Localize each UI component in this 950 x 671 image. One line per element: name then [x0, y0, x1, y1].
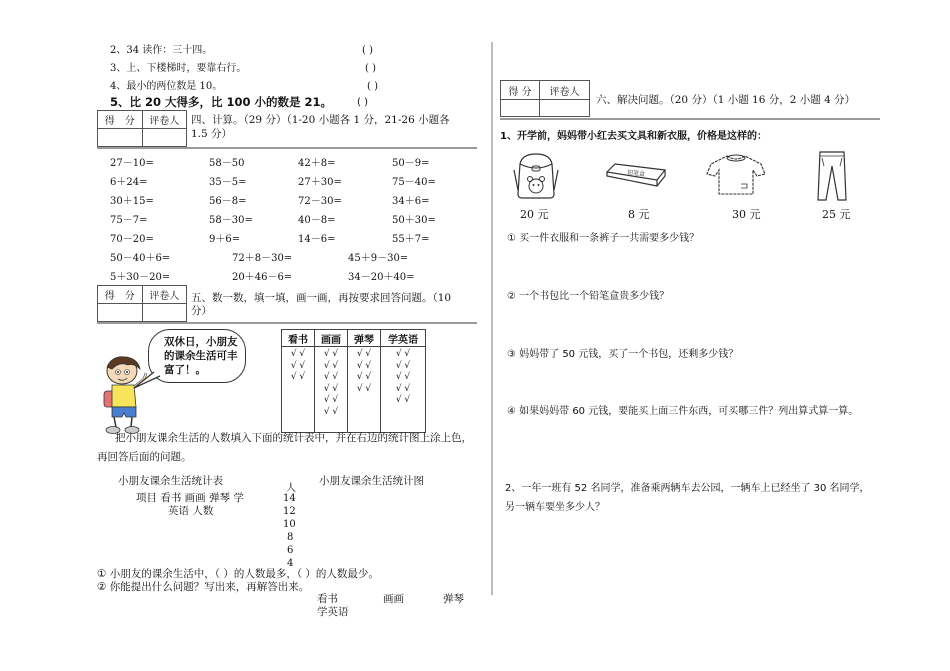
section4-title-line1: 四、计算。（29 分）（1-20 小题各 1 分，21-26 小题各 [191, 114, 450, 126]
price-backpack: 20 元 [520, 208, 549, 221]
calc-item: 70－20= [110, 234, 154, 245]
pencil-case-icon [605, 162, 667, 190]
tally-mark: √ √ [290, 349, 306, 359]
calc-item: 75－40= [392, 177, 436, 188]
chart-ytick: 10 [283, 519, 296, 530]
score-cell[interactable] [98, 304, 143, 322]
tally-col-read [282, 347, 315, 433]
calc-item: 27－10= [110, 158, 154, 169]
grader-label: 评卷人 [142, 111, 187, 129]
section5-title-line1: 五、数一数，填一填，画一画，再按要求回答问题。（10 [191, 292, 452, 304]
sub-question-3: ③ 妈妈带了 50 元钱，买了一个书包，还剩多少钱？ [507, 349, 739, 360]
score-label: 得 分 [98, 111, 143, 129]
bubble-line-1: 双休日，小朋友 [164, 336, 238, 348]
stat-table-header-line1: 项目 看书 画画 弹琴 学 [136, 492, 244, 504]
calc-item: 34－20＋40= [348, 272, 415, 283]
calc-item: 55＋7= [392, 234, 430, 245]
grader-cell[interactable] [142, 304, 187, 322]
calc-item: 72－30= [298, 196, 342, 207]
score-box-section6 [500, 80, 590, 117]
calc-item: 27＋30= [298, 177, 342, 188]
sub-question-4: ④ 如果妈妈带 60 元钱，要能买上面三件东西，可买哪三件？列出算式算一算。 [507, 406, 859, 417]
tally-mark: √ √ [323, 395, 339, 405]
judge-item-2: 2、34 读作：三十四。 [110, 45, 213, 56]
calc-item: 34＋6= [392, 196, 430, 207]
cartoon-boy-icon [98, 355, 153, 437]
tally-header-english: 学英语 [381, 330, 426, 347]
judge-item-3: 3、上、下楼梯时，要靠右行。 [110, 63, 247, 74]
tally-mark: √ √ [290, 360, 306, 371]
calc-item: 6＋24= [110, 177, 148, 188]
score-box-section4 [97, 110, 187, 147]
judge-blank-5[interactable]: ( ) [357, 97, 368, 108]
tally-mark: √ √ [323, 372, 339, 382]
tally-col-piano [348, 347, 381, 433]
section5-title-line2: 分） [191, 305, 212, 317]
judge-item-4: 4、最小的两位数是 10。 [110, 81, 223, 92]
sub-question-1: ① 买一件衣服和一条裤子一共需要多少钱？ [507, 233, 700, 244]
tally-header-draw: 画画 [315, 330, 348, 347]
tally-mark: √ √ [323, 360, 339, 371]
tally-mark: √ √ [356, 372, 372, 382]
stat-table-title: 小朋友课余生活统计表 [118, 475, 223, 487]
calc-item: 56－8= [209, 196, 247, 207]
column-divider [491, 42, 493, 595]
tally-mark: √ √ [395, 395, 411, 405]
tally-header-read: 看书 [282, 330, 315, 347]
bubble-line-3: 富了！。 [164, 364, 206, 376]
bubble-line-2: 的课余生活可丰 [164, 350, 238, 362]
chart-ytick: 12 [283, 506, 296, 517]
chart-ytick: 4 [287, 558, 294, 569]
problem2-line1: 2、一年一班有 52 名同学，准备乘两辆车去公园，一辆车上已经坐了 30 名同学， [505, 483, 870, 494]
tally-mark: √ √ [395, 383, 411, 394]
score-label: 得 分 [501, 81, 540, 100]
tally-mark: √ √ [290, 372, 306, 382]
judge-item-5: 5、比 20 大得多，比 100 小的数是 21。 [110, 95, 333, 109]
calc-item: 50－40＋6= [110, 253, 171, 264]
section4-rule [97, 147, 477, 149]
section6-title: 六、解决问题。（20 分）（1 小题 16 分，2 小题 4 分） [596, 94, 856, 106]
grader-label: 评卷人 [142, 286, 187, 304]
score-label: 得 分 [98, 286, 143, 304]
calc-item: 50－9= [392, 158, 430, 169]
grader-cell[interactable] [142, 129, 187, 147]
section5-question1: ① 小朋友的课余生活中，（ ）的人数最多，（ ）的人数最少。 [97, 568, 379, 580]
section5-question2: ② 你能提出什么问题？写出来，再解答出来。 [97, 581, 310, 593]
section5-rule [97, 322, 477, 324]
bubble-tail-icon [132, 370, 162, 390]
price-pencil-case: 8 元 [628, 208, 650, 221]
tally-mark: √ √ [356, 383, 372, 394]
calc-item: 5＋30－20= [110, 272, 171, 283]
calc-item: 50＋30= [392, 215, 436, 226]
tally-mark: √ √ [356, 349, 372, 359]
svg-text:铅笔盒: 铅笔盒 [626, 169, 646, 179]
section6-rule [500, 118, 880, 120]
tally-mark: √ √ [395, 360, 411, 371]
chart-ytick: 6 [287, 545, 294, 556]
tally-mark: √ √ [395, 372, 411, 382]
calc-item: 72＋8－30= [232, 253, 293, 264]
tally-mark: √ √ [395, 349, 411, 359]
instruction-line2: 再回答后面的问题。 [97, 451, 192, 463]
backpack-icon [510, 150, 562, 202]
score-box-section5 [97, 285, 187, 322]
chart-xlabel: 学英语 [317, 606, 349, 618]
chart-ytick: 14 [283, 493, 296, 504]
instruction-line1: 把小朋友课余生活的人数填入下面的统计表中，并在右边的统计图上涂上色， [115, 432, 472, 444]
score-cell[interactable] [501, 100, 540, 117]
stat-chart-title: 小朋友课余生活统计图 [319, 475, 424, 487]
calc-item: 58－30= [209, 215, 253, 226]
speech-bubble [148, 329, 246, 383]
shirt-icon [705, 152, 767, 198]
tally-table [281, 329, 426, 433]
judge-blank-2[interactable]: ( ) [362, 45, 373, 56]
chart-xlabel: 看书 [317, 593, 338, 605]
price-shirt: 30 元 [732, 208, 761, 221]
judge-blank-4[interactable]: ( ) [367, 81, 378, 92]
pants-icon [814, 150, 850, 202]
judge-blank-3[interactable]: ( ) [365, 63, 376, 74]
problem2-line2: 另一辆车要坐多少人？ [505, 502, 605, 513]
calc-item: 20＋46－6= [232, 272, 293, 283]
calc-item: 9＋6= [209, 234, 241, 245]
stat-table-header-line2: 英语 人数 [168, 505, 214, 517]
tally-mark: √ √ [356, 360, 372, 371]
score-cell[interactable] [98, 129, 143, 147]
section4-title-line2: 1.5 分） [191, 128, 233, 140]
tally-mark: √ √ [323, 406, 339, 417]
calc-item: 45＋9－30= [348, 253, 409, 264]
grader-label: 评卷人 [540, 81, 590, 100]
sub-question-2: ② 一个书包比一个铅笔盒贵多少钱？ [507, 291, 670, 302]
chart-xlabel: 画画 [383, 593, 404, 605]
tally-mark: √ √ [323, 349, 339, 359]
tally-col-english [381, 347, 426, 433]
calc-item: 30＋15= [110, 196, 154, 207]
calc-item: 14－6= [298, 234, 336, 245]
price-pants: 25 元 [822, 208, 851, 221]
calc-item: 75－7= [110, 215, 148, 226]
calc-item: 40－8= [298, 215, 336, 226]
grader-cell[interactable] [540, 100, 590, 117]
tally-header-piano: 弹琴 [348, 330, 381, 347]
chart-xlabel: 弹琴 [443, 593, 464, 605]
calc-item: 58－50 [209, 158, 245, 169]
tally-mark: √ √ [323, 383, 339, 394]
calc-item: 42＋8= [298, 158, 336, 169]
tally-col-draw [315, 347, 348, 433]
chart-ylabel: 人 [286, 483, 296, 494]
chart-ytick: 8 [287, 532, 294, 543]
problem1-intro: 1、开学前，妈妈带小红去买文具和新衣服，价格是这样的： [500, 131, 767, 142]
calc-item: 35－5= [209, 177, 247, 188]
